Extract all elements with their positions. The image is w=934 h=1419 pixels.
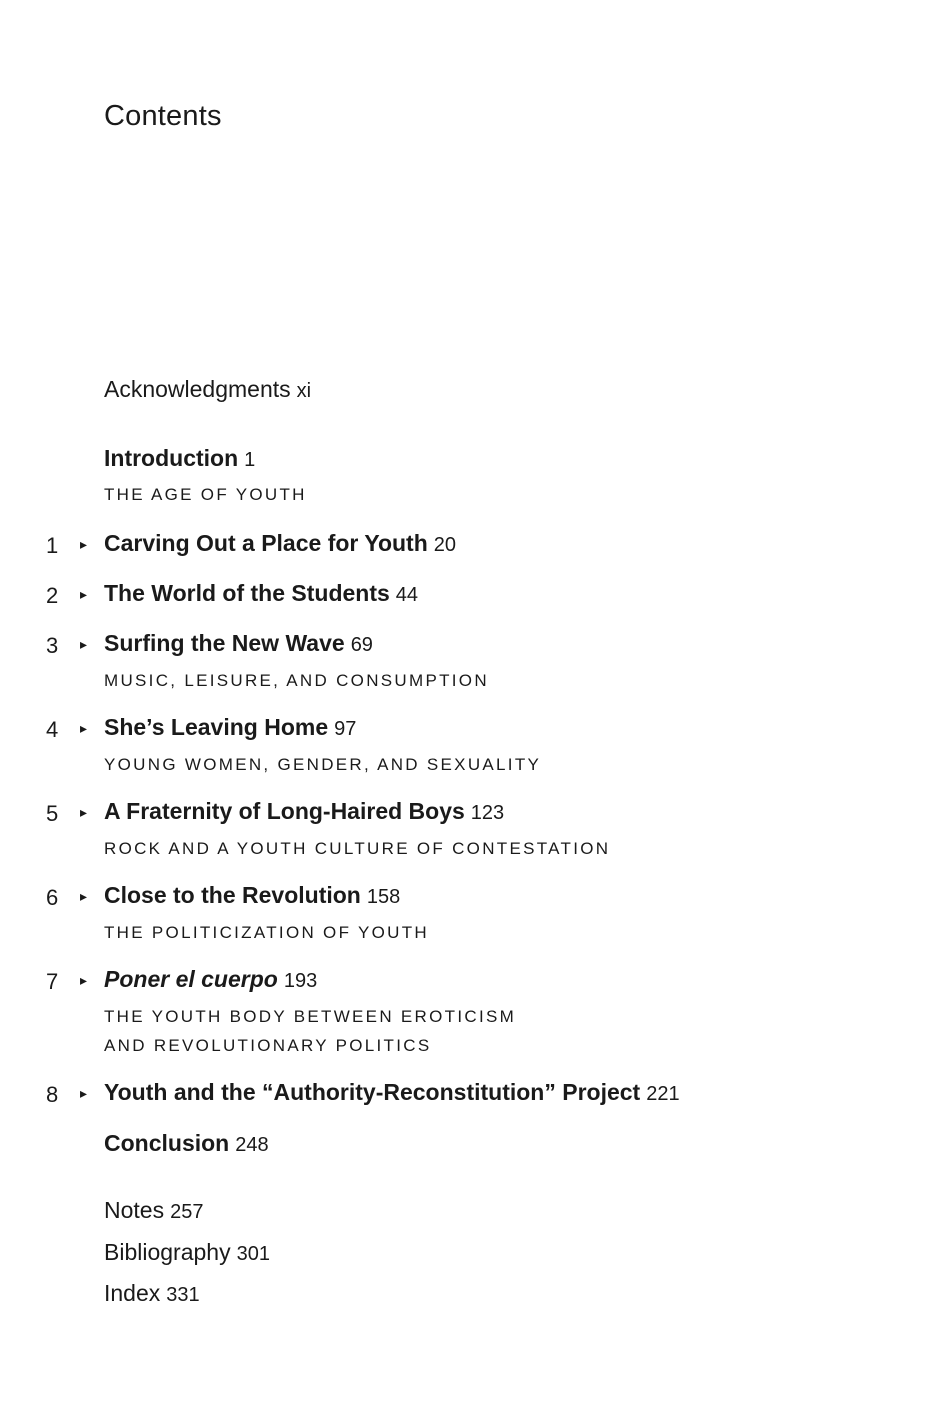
- toc-entry-chapter-1[interactable]: [104, 532, 456, 555]
- toc-entry-chapter-5[interactable]: [104, 800, 504, 823]
- entry-title: The World of the Students: [104, 580, 390, 606]
- entry-title: Acknowledgments: [104, 376, 291, 402]
- entry-subtitle: YOUNG WOMEN, GENDER, AND SEXUALITY: [104, 755, 542, 774]
- toc-entry-chapter-8[interactable]: [104, 1081, 680, 1104]
- triangle-right-icon: ▸: [80, 586, 88, 602]
- entry-title: Bibliography: [104, 1239, 231, 1265]
- entry-page: 193: [283, 970, 318, 992]
- entry-title: She’s Leaving Home: [104, 714, 329, 740]
- toc-entry-chapter-7[interactable]: [104, 968, 317, 991]
- entry-page: 20: [433, 534, 457, 556]
- toc-entry-introduction[interactable]: [104, 447, 255, 470]
- entry-title: Close to the Revolution: [104, 882, 361, 908]
- triangle-right-icon: ▸: [80, 888, 88, 904]
- toc-entry-chapter-3[interactable]: [104, 632, 373, 655]
- toc-entry-chapter-2[interactable]: [104, 582, 418, 605]
- entry-title: Introduction: [104, 445, 239, 471]
- entry-page: 221: [646, 1083, 680, 1105]
- toc-entry-acknowledgments[interactable]: [104, 378, 311, 401]
- entry-subtitle: ROCK AND A YOUTH CULTURE OF CONTESTATION: [104, 839, 611, 858]
- entry-page: 257: [170, 1201, 204, 1223]
- triangle-right-icon: ▸: [80, 720, 88, 736]
- entry-subtitle: MUSIC, LEISURE, AND CONSUMPTION: [104, 671, 489, 690]
- entry-title: A Fraternity of Long-Haired Boys: [104, 798, 465, 824]
- entry-subtitle: THE POLITICIZATION OF YOUTH: [104, 923, 429, 942]
- triangle-right-icon: ▸: [80, 536, 88, 552]
- chapter-number: 8: [46, 1082, 59, 1107]
- entry-page: 123: [470, 802, 505, 824]
- entry-title: Notes: [104, 1197, 165, 1223]
- entry-page: 97: [334, 718, 357, 740]
- toc-entry-conclusion[interactable]: [104, 1132, 269, 1155]
- triangle-right-icon: ▸: [80, 1085, 88, 1101]
- page-title: Contents: [104, 100, 222, 132]
- toc-entry-notes[interactable]: [104, 1199, 203, 1222]
- triangle-right-icon: ▸: [80, 804, 88, 820]
- triangle-right-icon: ▸: [80, 636, 88, 652]
- entry-page: 1: [244, 449, 256, 471]
- entry-page: 301: [236, 1243, 270, 1265]
- toc-entry-chapter-4[interactable]: [104, 716, 356, 739]
- entry-title: Surfing the New Wave: [104, 630, 345, 656]
- chapter-number: 4: [46, 717, 59, 742]
- toc-entry-chapter-6[interactable]: [104, 884, 400, 907]
- entry-page: 158: [366, 886, 401, 908]
- entry-page: 248: [235, 1134, 269, 1156]
- entry-title: Conclusion: [104, 1130, 230, 1156]
- toc-entry-index[interactable]: [104, 1282, 200, 1305]
- chapter-number: 6: [46, 885, 59, 910]
- chapter-number: 3: [46, 633, 59, 658]
- entry-subtitle-line-1: THE YOUTH BODY BETWEEN EROTICISM: [104, 1007, 517, 1026]
- triangle-right-icon: ▸: [80, 972, 88, 988]
- entry-page: xi: [296, 380, 312, 402]
- entry-title: Carving Out a Place for Youth: [104, 530, 428, 556]
- chapter-number: 7: [46, 969, 59, 994]
- entry-subtitle: THE AGE OF YOUTH: [104, 485, 307, 504]
- entry-page: 69: [350, 634, 373, 656]
- entry-subtitle-line-2: AND REVOLUTIONARY POLITICS: [104, 1036, 432, 1055]
- chapter-number: 5: [46, 801, 59, 826]
- entry-page: 331: [166, 1284, 200, 1306]
- toc-entry-bibliography[interactable]: [104, 1241, 270, 1264]
- entry-page: 44: [395, 584, 419, 606]
- entry-title: Youth and the “Authority-Reconstitution” Project: [104, 1079, 641, 1105]
- chapter-number: 2: [46, 583, 59, 608]
- chapter-number: 1: [46, 533, 59, 558]
- entry-title: Poner el cuerpo: [104, 966, 278, 992]
- entry-title: Index: [104, 1280, 161, 1306]
